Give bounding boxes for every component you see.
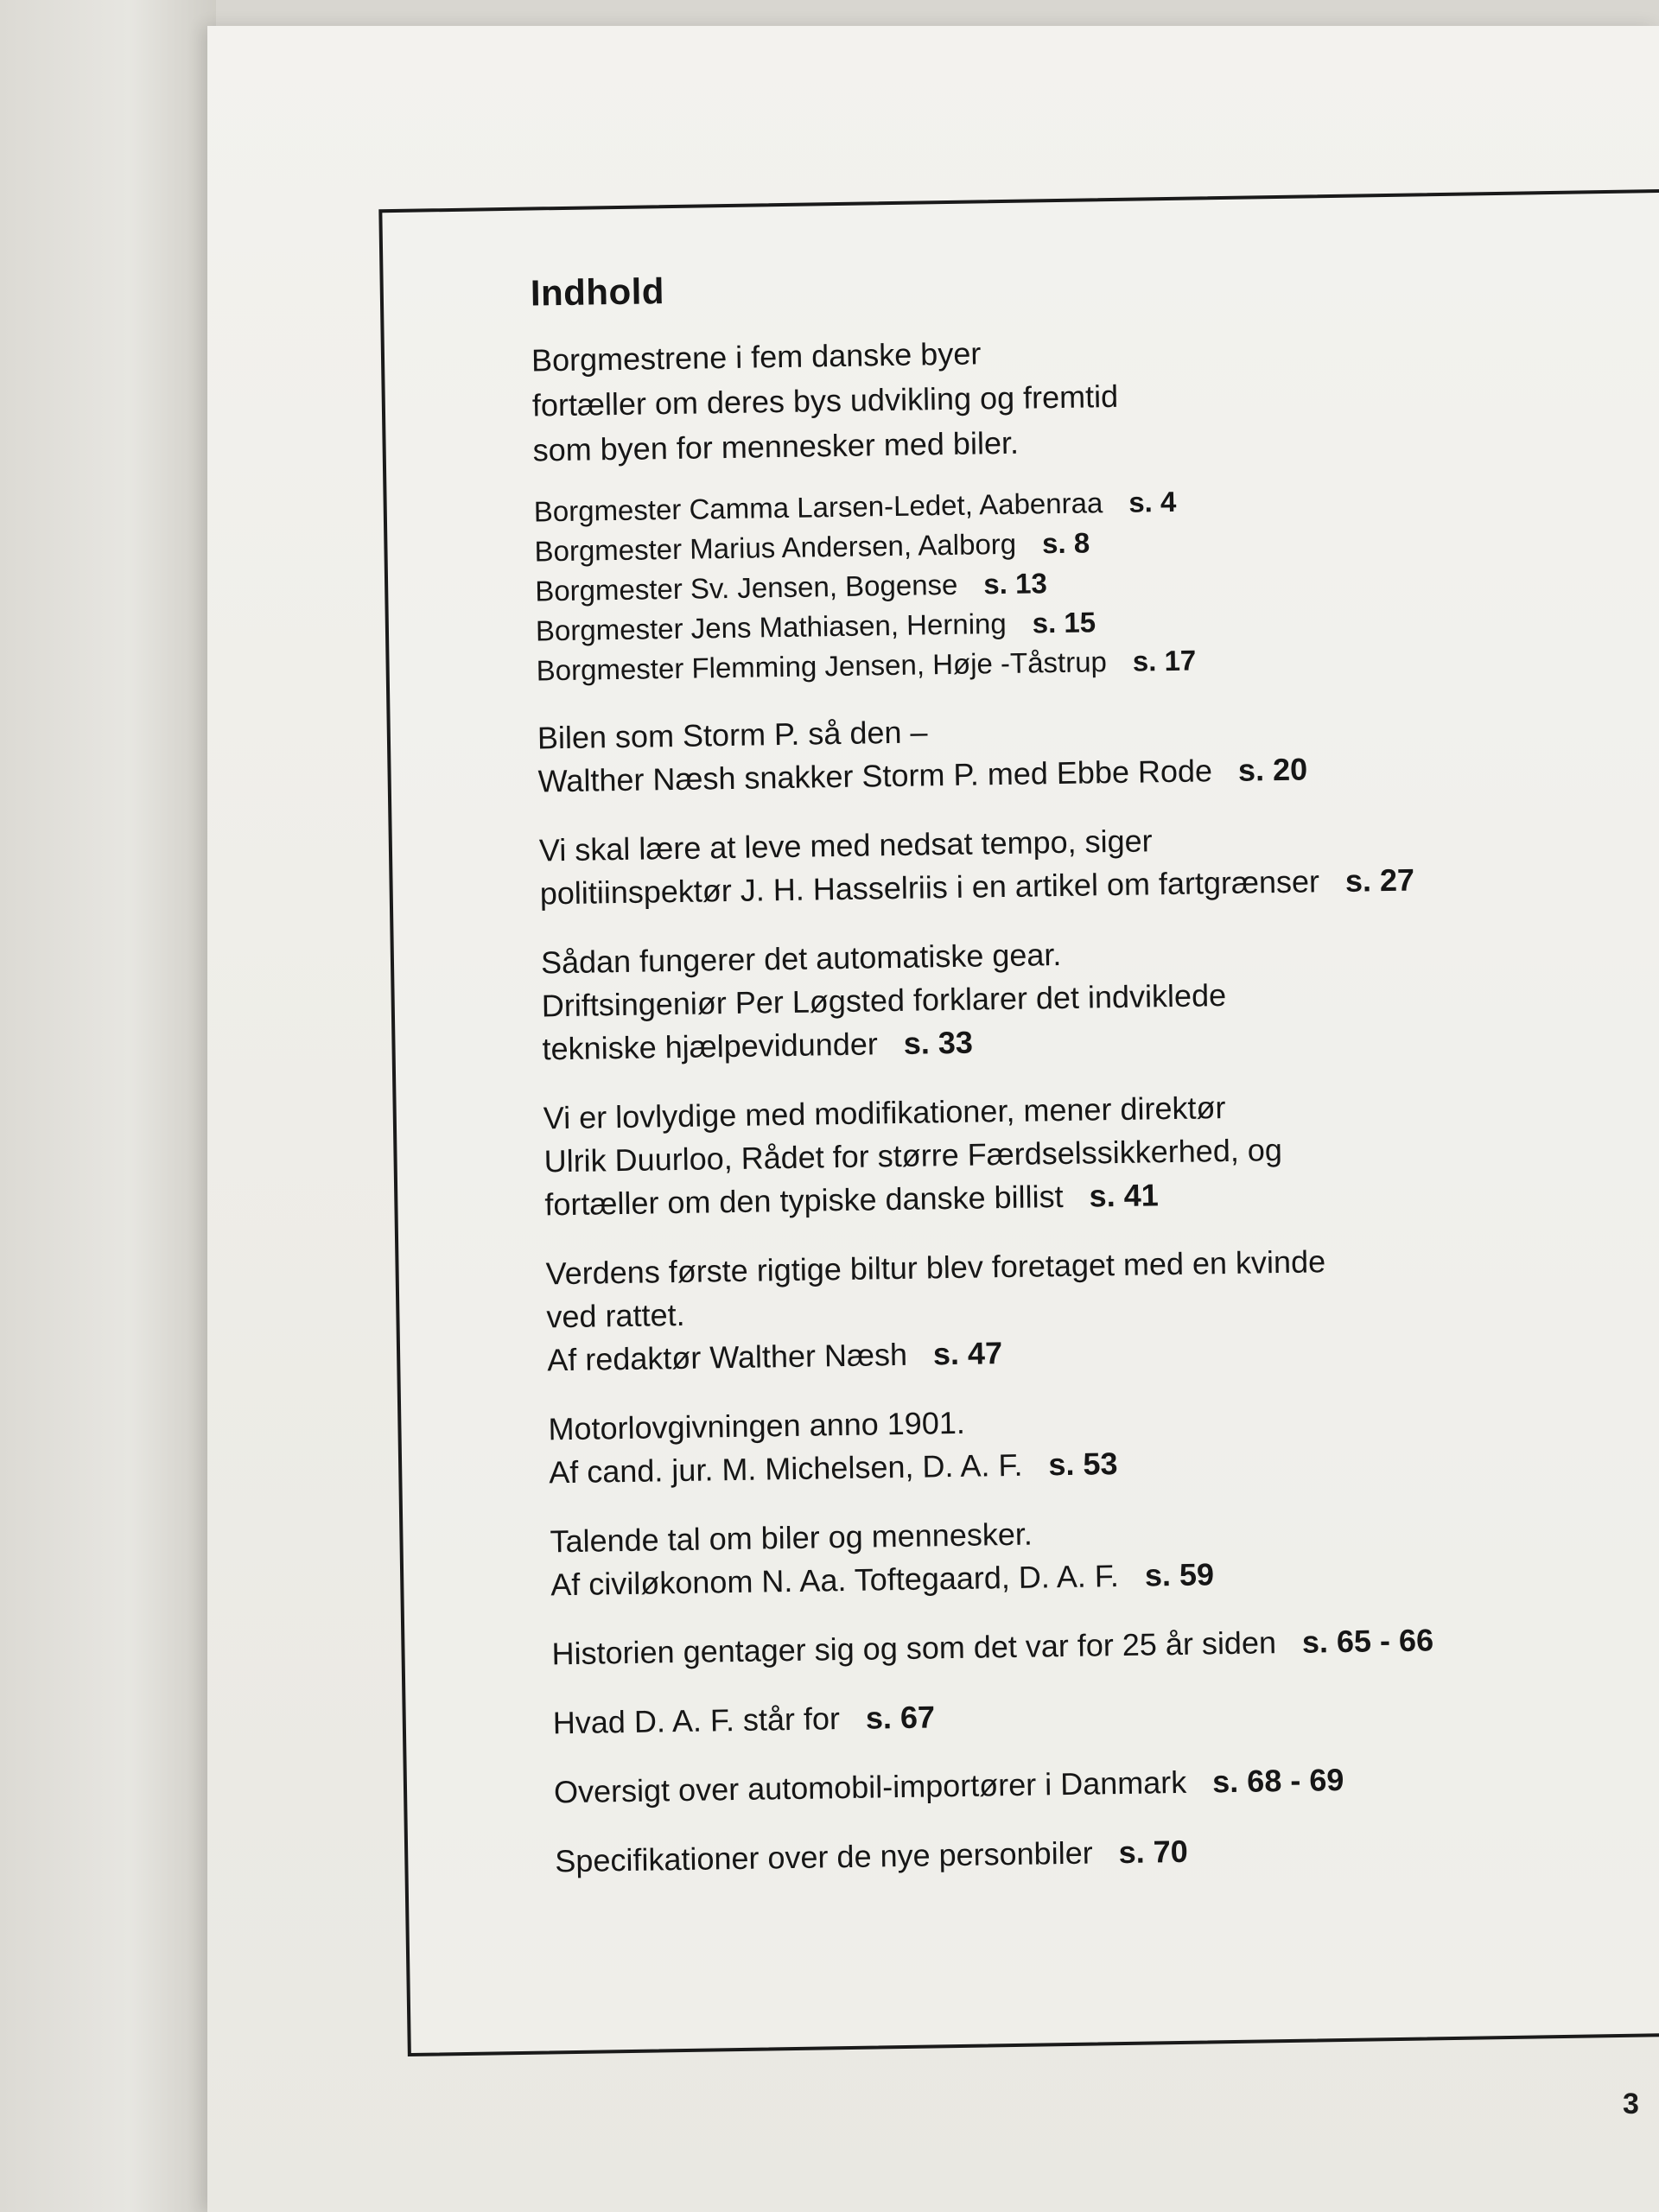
page-number: 3 <box>1623 2088 1639 2120</box>
page-ref: s. 67 <box>865 1699 936 1736</box>
page-ref: s. 15 <box>1032 606 1096 639</box>
toc-entry <box>537 699 1659 803</box>
toc-entry <box>555 1822 1659 1883</box>
page-ref: s. 65 - 66 <box>1301 1622 1434 1660</box>
entry-text: fortæller om den typiske danske billist <box>544 1178 1064 1223</box>
toc-content <box>530 255 1659 1909</box>
magazine-page <box>207 26 1659 2212</box>
entry-text: Borgmester Jens Mathiasen, Herning <box>535 607 1007 647</box>
toc-entry <box>548 1390 1659 1494</box>
toc-entry <box>543 1079 1659 1226</box>
entry-text: Af redaktør Walther Næsh <box>546 1336 908 1378</box>
entry-line: Talende tal om biler og mennesker. <box>550 1516 1033 1560</box>
toc-entry <box>552 1684 1659 1745</box>
page-ref: s. 13 <box>983 567 1048 601</box>
entry-line <box>552 1684 1659 1745</box>
entry-line: Vi skal lære at leve med nedsat tempo, siger <box>538 823 1153 868</box>
entry-text: politiinspektør J. H. Hasselriis i en artikel om fartgrænser <box>539 863 1320 912</box>
toc-entry <box>545 1235 1659 1382</box>
toc-entry <box>551 1615 1659 1675</box>
toc-entry <box>554 1753 1659 1814</box>
page-ref: s. 8 <box>1041 526 1090 560</box>
mayor-list <box>533 474 1659 690</box>
toc-entry <box>539 811 1659 915</box>
entry-text: Af civiløkonom N. Aa. Toftegaard, D. A. F. <box>550 1558 1120 1603</box>
page-ref: s. 20 <box>1237 751 1308 788</box>
page-ref: s. 47 <box>932 1335 1003 1372</box>
page-ref: s. 59 <box>1144 1556 1215 1593</box>
entry-line <box>551 1615 1659 1675</box>
entry-text: Borgmester Sv. Jensen, Bogense <box>534 568 958 607</box>
entry-text: Af cand. jur. M. Michelsen, D. A. F. <box>548 1446 1023 1491</box>
entry-text: Historien gentager sig og som det var for 25 år siden <box>551 1624 1277 1672</box>
toc-intro <box>531 321 1656 473</box>
entry-text: Borgmester Marius Andersen, Aalborg <box>534 527 1017 568</box>
entry-text: Walther Næsh snakker Storm P. med Ebbe Rode <box>537 753 1213 799</box>
intro-line: som byen for mennesker med biler. <box>532 424 1020 468</box>
entry-line: Verdens første rigtige biltur blev foretaget med en kvinde <box>545 1243 1326 1292</box>
toc-entry <box>550 1503 1659 1606</box>
entry-text: Borgmester Flemming Jensen, Høje -Tåstrup <box>536 645 1108 687</box>
toc-entry <box>541 924 1659 1071</box>
page-ref: s. 53 <box>1048 1446 1118 1483</box>
entry-line <box>555 1822 1659 1883</box>
page-ref: s. 27 <box>1344 861 1415 899</box>
entry-line: Driftsingeniør Per Løgsted forklarer det indviklede <box>541 976 1227 1024</box>
entry-line: Vi er lovlydige med modifikationer, mener direktør <box>543 1090 1226 1136</box>
entry-text: Borgmester Camma Larsen-Ledet, Aabenraa <box>533 486 1103 528</box>
entry-line: Bilen som Storm P. så den – <box>537 714 928 756</box>
intro-line: Borgmestrene i fem danske byer <box>531 335 982 378</box>
entry-text: Hvad D. A. F. står for <box>552 1700 841 1741</box>
page-ref: s. 41 <box>1089 1177 1159 1214</box>
entry-line: Sådan fungerer det automatiske gear. <box>540 936 1062 981</box>
entry-line: ved rattet. <box>546 1296 685 1335</box>
toc-title: Indhold <box>530 270 665 314</box>
entry-line: Ulrik Duurloo, Rådet for større Færdselssikkerhed, og <box>543 1132 1283 1179</box>
entry-text: tekniske hjælpevidunder <box>542 1026 879 1067</box>
page-ref: s. 17 <box>1132 644 1197 677</box>
page-ref: s. 4 <box>1128 485 1177 518</box>
page-ref: s. 68 - 69 <box>1211 1761 1344 1800</box>
entry-text: Specifikationer over de nye personbiler <box>555 1834 1093 1879</box>
intro-line: fortæller om deres bys udvikling og fremtid <box>531 378 1119 423</box>
entry-text: Oversigt over automobil-importører i Danmark <box>553 1764 1187 1810</box>
page-ref: s. 70 <box>1118 1833 1189 1871</box>
entry-line <box>554 1753 1659 1814</box>
entry-line: Motorlovgivningen anno 1901. <box>548 1404 966 1447</box>
table-of-contents-box <box>378 188 1659 2056</box>
page-ref: s. 33 <box>903 1024 974 1061</box>
left-facing-page <box>0 0 216 2212</box>
